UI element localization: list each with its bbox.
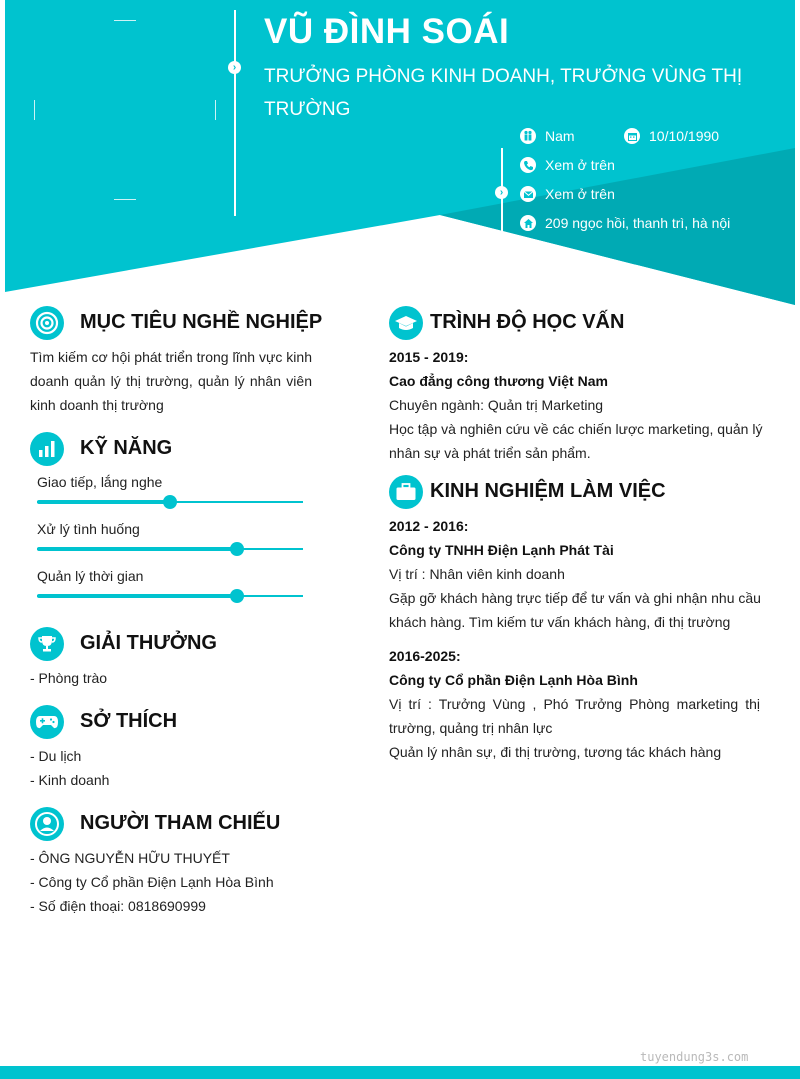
- briefcase-icon: [389, 475, 423, 509]
- job-position: Vị trí : Nhân viên kinh doanh: [389, 566, 565, 582]
- job-company: Công ty Cổ phần Điện Lạnh Hòa Bình: [389, 672, 638, 688]
- phone-value: Xem ở trên: [545, 157, 615, 173]
- job-description: Gặp gỡ khách hàng trực tiếp để tư vấn và ghi nhận nhu cầu khách hàng. Tìm kiếm tư vấn khách hàng, đi thị trường: [389, 590, 761, 630]
- job-period: 2012 - 2016:: [389, 518, 469, 534]
- birthday-info: [624, 128, 719, 144]
- references-title: NGƯỜI THAM CHIẾU: [80, 812, 281, 834]
- education-description: Học tập và nghiên cứu về các chiến lược marketing, quản lý nhân sự và phát triển sản phẩm.: [389, 421, 763, 461]
- header-divider-line: [234, 10, 236, 216]
- hobby-item: - Du lịch: [30, 748, 82, 764]
- birthday-value: 10/10/1990: [649, 128, 720, 144]
- education-school: Cao đẳng công thương Việt Nam: [389, 373, 608, 389]
- award-item: - Phòng trào: [30, 670, 108, 686]
- chevron-right-icon: ›: [495, 186, 508, 199]
- gender-icon: [520, 128, 536, 144]
- candidate-name: VŨ ĐÌNH SOÁI: [264, 12, 510, 51]
- bar-chart-icon: [30, 432, 64, 466]
- home-icon: [520, 215, 536, 231]
- chevron-right-icon: ›: [228, 61, 241, 74]
- email-info: [520, 186, 615, 202]
- gender-info: [520, 128, 575, 144]
- calendar-icon: [624, 128, 640, 144]
- skill-label: Quản lý thời gian: [37, 568, 144, 584]
- watermark: tuyendung3s.com: [640, 1050, 749, 1064]
- job-period: 2016-2025:: [389, 648, 461, 664]
- reference-item: - Công ty Cổ phần Điện Lạnh Hòa Bình: [30, 874, 274, 890]
- user-icon: [30, 807, 64, 841]
- skills-title: KỸ NĂNG: [80, 437, 173, 459]
- education-title: TRÌNH ĐỘ HỌC VẤN: [430, 311, 625, 333]
- reference-item: - ÔNG NGUYỄN HỮU THUYẾT: [30, 850, 230, 866]
- hobby-item: - Kinh doanh: [30, 772, 110, 788]
- awards-title: GIẢI THƯỞNG: [80, 632, 217, 654]
- email-icon: [520, 186, 536, 202]
- job-description: Quản lý nhân sự, đi thị trường, tương tác khách hàng: [389, 744, 722, 760]
- target-icon: [30, 306, 64, 340]
- graduation-cap-icon: [389, 306, 423, 340]
- avatar-placeholder: [34, 20, 216, 200]
- skill-fill: [37, 500, 170, 504]
- skill-knob: [163, 495, 177, 509]
- skill-knob: [230, 542, 244, 556]
- skill-label: Giao tiếp, lắng nghe: [37, 474, 163, 490]
- education-period: 2015 - 2019:: [389, 349, 469, 365]
- skill-label: Xử lý tình huống: [37, 521, 140, 537]
- objective-title: MỤC TIÊU NGHỀ NGHIỆP: [80, 311, 323, 333]
- job-title: TRƯỞNG PHÒNG KINH DOANH, TRƯỞNG VÙNG THỊ TRƯỜNG: [264, 66, 743, 120]
- job-position: Vị trí : Trưởng Vùng , Phó Trưởng Phòng marketing thị trường, quảng trị nhân lực: [389, 696, 760, 736]
- trophy-icon: [30, 627, 64, 661]
- gender-value: Nam: [545, 128, 575, 144]
- address-info: [520, 215, 730, 231]
- phone-icon: [520, 157, 536, 173]
- skill-fill: [37, 547, 237, 551]
- gamepad-icon: [30, 705, 64, 739]
- address-value: 209 ngọc hồi, thanh trì, hà nội: [545, 215, 731, 231]
- skill-fill: [37, 594, 237, 598]
- phone-info: [520, 157, 615, 173]
- footer-bar: [0, 1066, 800, 1079]
- email-value: Xem ở trên: [545, 186, 615, 202]
- objective-text: Tìm kiếm cơ hội phát triển trong lĩnh vực kinh doanh quản lý thị trường, quản lý nhân viên kinh doanh thị trường: [30, 349, 312, 413]
- education-major: Chuyên ngành: Quản trị Marketing: [389, 397, 604, 413]
- reference-item: - Số điện thoại: 0818690999: [30, 898, 206, 914]
- hobbies-title: SỞ THÍCH: [80, 710, 178, 732]
- experience-title: KINH NGHIỆM LÀM VIỆC: [430, 480, 666, 502]
- skill-knob: [230, 589, 244, 603]
- job-company: Công ty TNHH Điện Lạnh Phát Tài: [389, 542, 614, 558]
